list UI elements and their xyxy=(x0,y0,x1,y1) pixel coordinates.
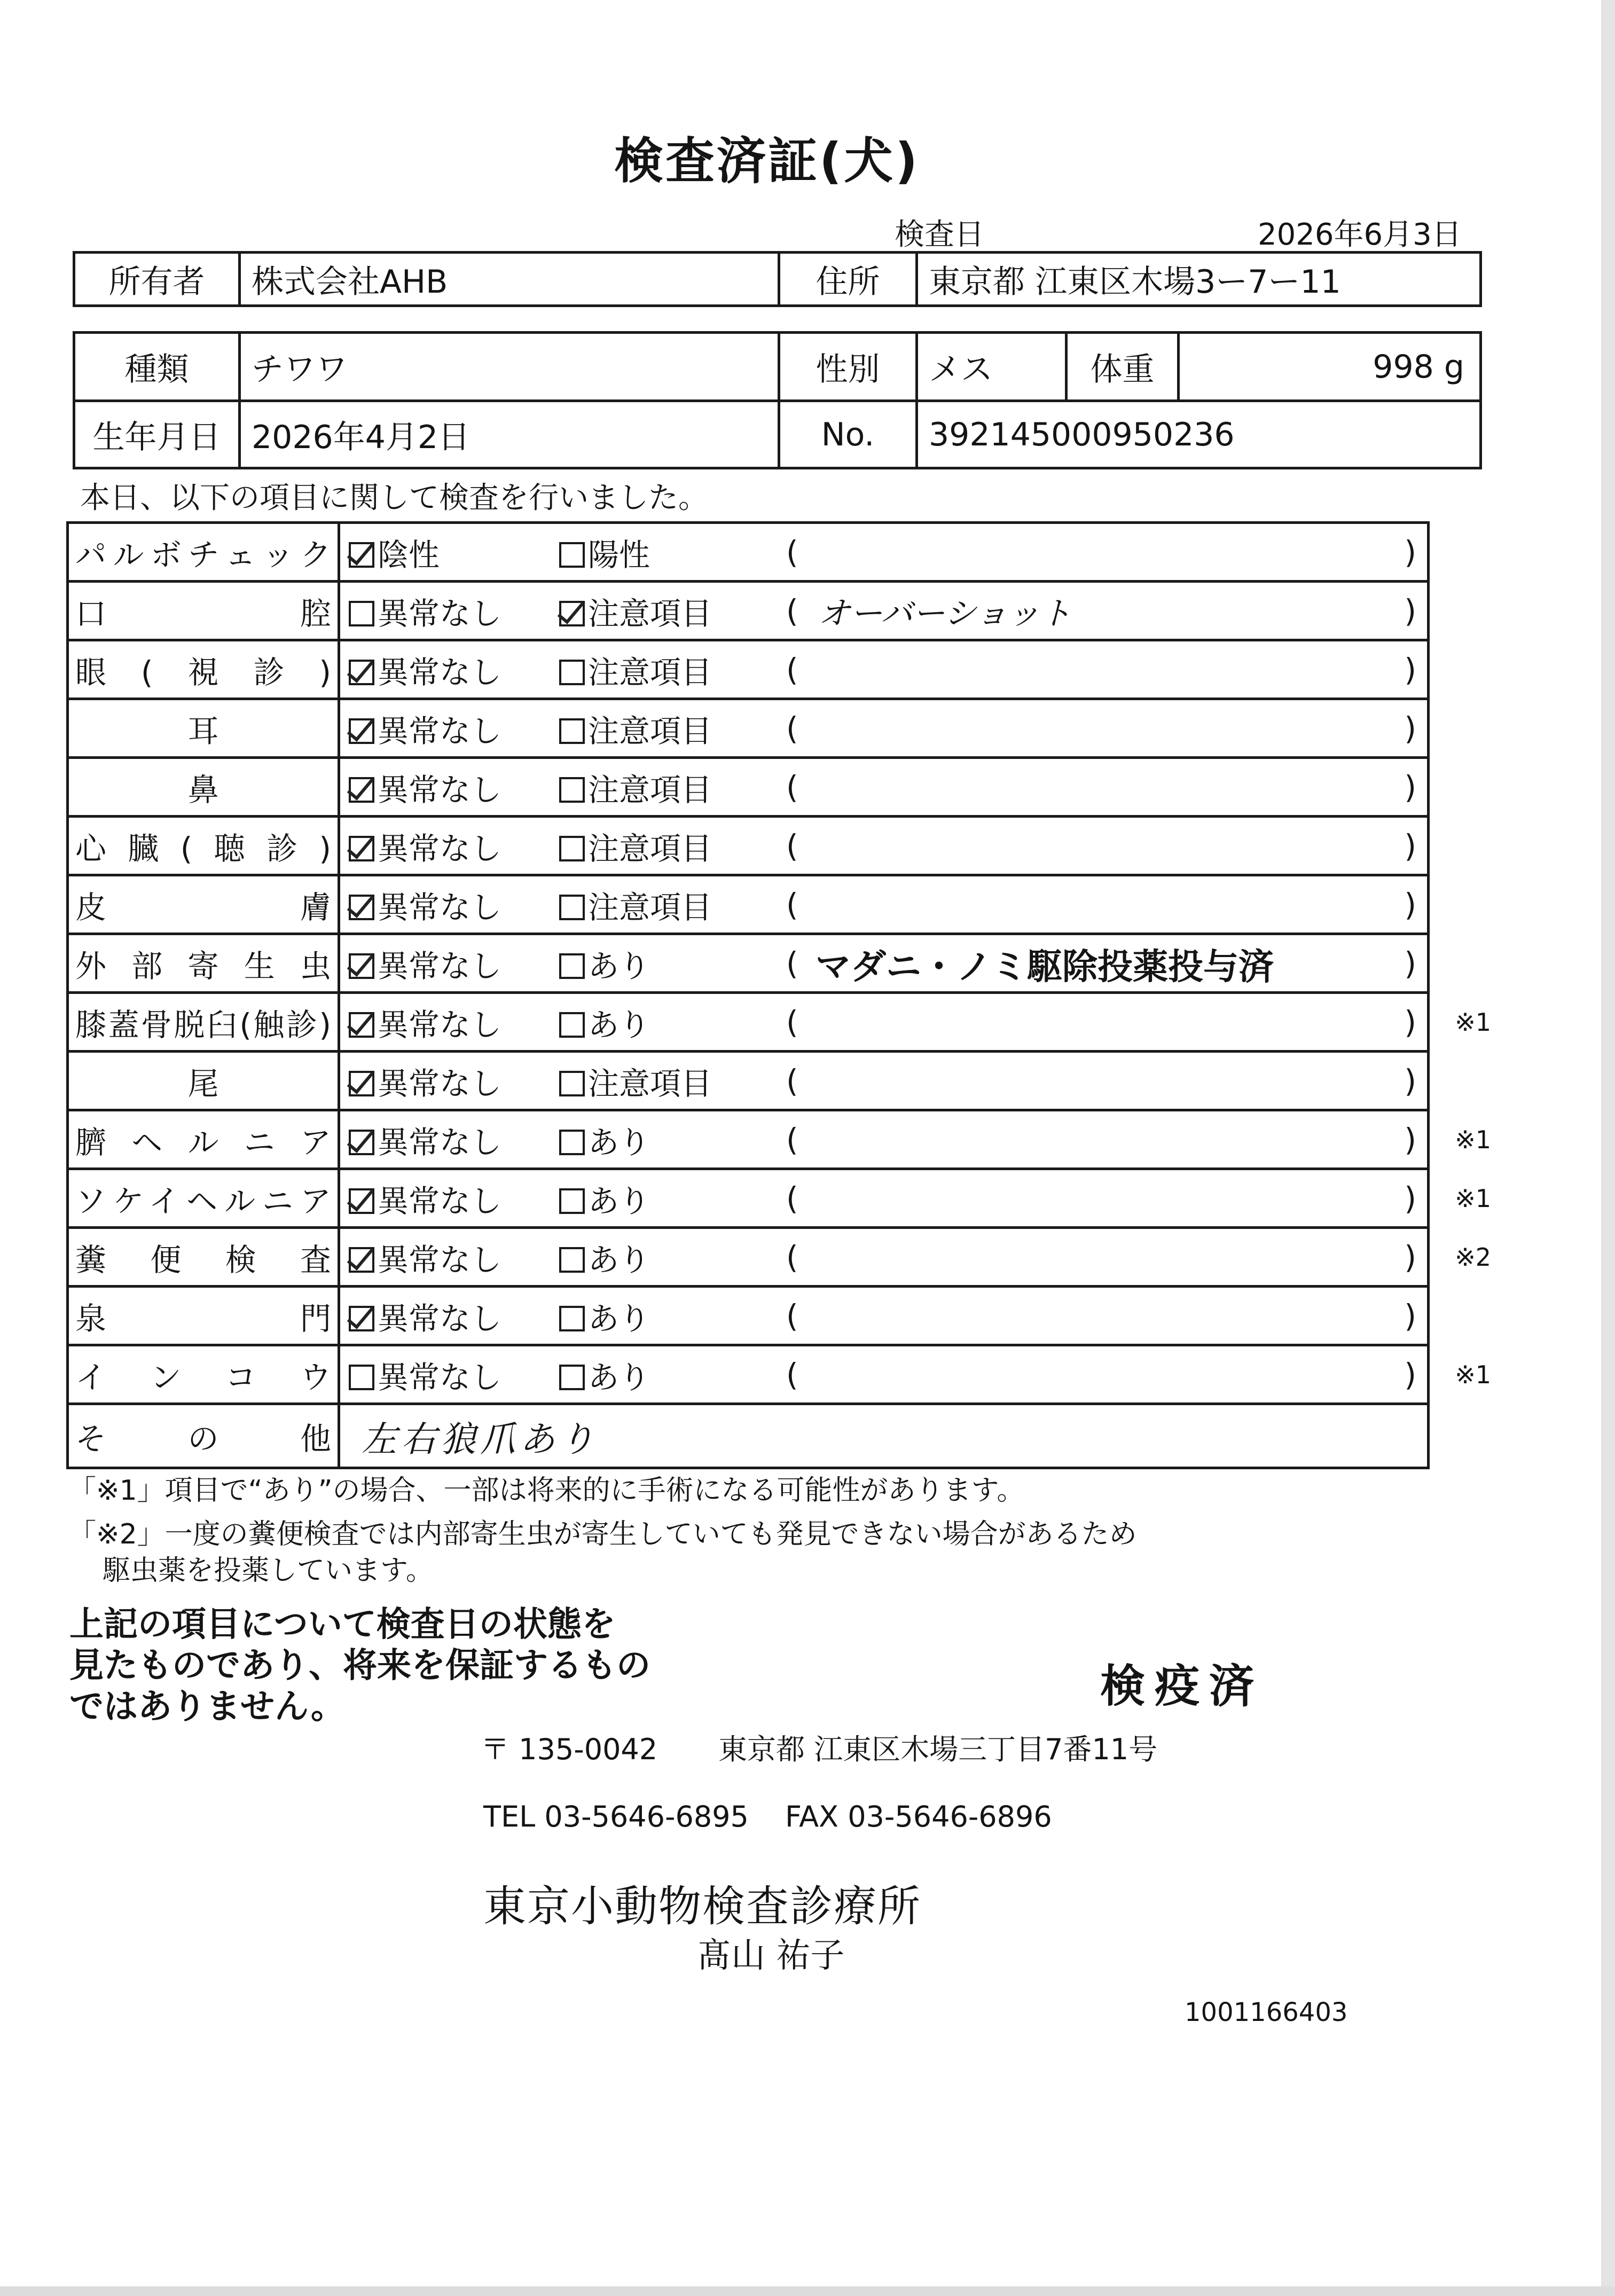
note-close-paren: ) xyxy=(1404,945,1416,982)
option-label: 注意項目 xyxy=(588,654,712,691)
option-label: あり xyxy=(588,947,650,984)
item-label-cell xyxy=(68,523,339,582)
inspection-row xyxy=(68,1287,1429,1345)
weight-value: 998 xyxy=(1373,348,1434,386)
option-checkbox[interactable] xyxy=(349,1294,501,1338)
option-checkbox[interactable] xyxy=(559,1294,650,1338)
checked-box-icon xyxy=(349,660,374,685)
item-label: インコウ xyxy=(75,1359,331,1396)
note-open-paren: ( xyxy=(786,1356,798,1393)
inspection-row xyxy=(68,1052,1429,1110)
option-label: 異常なし xyxy=(378,1241,502,1278)
address-label: 住所 xyxy=(779,253,917,306)
note-open-paren: ( xyxy=(786,827,798,864)
inspection-row xyxy=(68,758,1429,817)
option-label: 注意項目 xyxy=(588,712,712,749)
note-close-paren: ) xyxy=(1404,592,1416,629)
footnote-mark: ※1 xyxy=(1455,1360,1491,1389)
inspection-row xyxy=(68,640,1429,699)
note-open-paren: ( xyxy=(786,592,798,629)
serial-number: 1001166403 xyxy=(1185,1997,1348,2027)
item-label-cell xyxy=(68,1228,339,1287)
option-label: 異常なし xyxy=(378,889,502,926)
option-checkbox[interactable] xyxy=(559,1176,650,1221)
item-label-cell xyxy=(68,699,339,758)
option-label: 異常なし xyxy=(378,1182,502,1219)
clinic-fax: FAX 03-5646-6896 xyxy=(785,1800,1052,1833)
item-result-cell xyxy=(339,875,1429,934)
checked-box-icon xyxy=(349,1188,374,1214)
other-value: 左右狼爪あり xyxy=(362,1419,599,1460)
item-note: マダニ・ノミ駆除投薬投与済 xyxy=(816,946,1274,987)
footnote-mark: ※1 xyxy=(1455,1125,1491,1154)
empty-box-icon xyxy=(559,542,585,568)
item-label-cell xyxy=(68,934,339,993)
footnote-mark: ※1 xyxy=(1455,1184,1491,1213)
option-label: 異常なし xyxy=(378,1124,502,1161)
inspection-row xyxy=(68,993,1429,1052)
item-result-cell xyxy=(339,1169,1491,1228)
empty-box-icon xyxy=(559,895,585,920)
address-value: 東京都 江東区木場3ー7ー11 xyxy=(917,253,1481,306)
clinic-postal: 〒 135-0042 xyxy=(481,1733,658,1766)
disclaimer-line-1: 上記の項目について検査日の状態を xyxy=(69,1605,616,1644)
note-close-paren: ) xyxy=(1404,827,1416,864)
option-label: あり xyxy=(588,1300,650,1337)
note-close-paren: ) xyxy=(1404,769,1416,805)
option-label: 異常なし xyxy=(378,830,502,867)
option-checkbox[interactable] xyxy=(349,647,501,692)
option-label: 異常なし xyxy=(378,595,502,632)
option-label: 異常なし xyxy=(378,947,502,984)
item-label-cell xyxy=(68,1169,339,1228)
option-checkbox[interactable] xyxy=(559,1000,650,1045)
empty-box-icon xyxy=(559,1130,585,1155)
empty-box-icon xyxy=(349,601,374,626)
item-label: 眼(視診) xyxy=(75,654,331,691)
inspection-row xyxy=(68,582,1429,640)
weight-label: 体重 xyxy=(1067,333,1179,401)
inspection-row xyxy=(68,1345,1429,1404)
scan-bottom xyxy=(0,2286,1615,2296)
owner-table xyxy=(73,251,1482,307)
option-label: 異常なし xyxy=(378,1065,502,1102)
option-checkbox[interactable] xyxy=(559,1235,650,1280)
option-checkbox[interactable] xyxy=(349,530,440,575)
checked-box-icon xyxy=(559,601,585,626)
weight-unit: g xyxy=(1444,348,1464,386)
empty-box-icon xyxy=(559,718,585,744)
option-label: 陰性 xyxy=(378,536,440,573)
item-label: 口腔 xyxy=(75,595,331,632)
item-label-cell xyxy=(68,875,339,934)
inspection-row xyxy=(68,875,1429,934)
option-checkbox[interactable] xyxy=(559,647,712,692)
empty-box-icon xyxy=(559,660,585,685)
option-label: 異常なし xyxy=(378,1300,502,1337)
option-label: あり xyxy=(588,1124,650,1161)
dob-label: 生年月日 xyxy=(74,401,240,468)
animal-table xyxy=(73,331,1482,469)
item-note: オーバーショット xyxy=(818,594,1072,632)
option-checkbox[interactable] xyxy=(559,1059,712,1103)
empty-box-icon xyxy=(559,1247,585,1273)
document-title: 検査済証(犬) xyxy=(614,132,920,190)
checked-box-icon xyxy=(349,1071,374,1096)
option-checkbox[interactable] xyxy=(349,1235,501,1280)
item-label-cell xyxy=(68,1110,339,1169)
sex-label: 性別 xyxy=(779,333,917,401)
note-close-paren: ) xyxy=(1404,534,1416,570)
item-label-cell xyxy=(68,1287,339,1345)
item-label-cell xyxy=(68,817,339,875)
checked-box-icon xyxy=(349,895,374,920)
option-checkbox[interactable] xyxy=(349,589,501,633)
disclaimer-line-3: ではありません。 xyxy=(69,1687,345,1727)
option-checkbox[interactable] xyxy=(349,1000,501,1045)
checked-box-icon xyxy=(349,1306,374,1331)
inspection-row xyxy=(68,523,1429,582)
inspection-row xyxy=(68,699,1429,758)
item-label-cell xyxy=(68,1345,339,1404)
option-checkbox[interactable] xyxy=(559,706,712,751)
option-label: 異常なし xyxy=(378,712,502,749)
option-label: 異常なし xyxy=(378,771,502,808)
inspection-row xyxy=(68,934,1429,993)
clinic-address: 東京都 江東区木場三丁目7番11号 xyxy=(718,1733,1158,1766)
item-result-cell xyxy=(339,934,1429,993)
option-label: 注意項目 xyxy=(588,830,712,867)
option-checkbox[interactable] xyxy=(559,1117,650,1162)
quarantine-stamp: 検疫済 xyxy=(1100,1660,1264,1712)
inspection-date-label: 検査日 xyxy=(895,217,984,252)
note-open-paren: ( xyxy=(786,534,798,570)
item-label-cell xyxy=(68,758,339,817)
item-result-cell xyxy=(339,817,1429,875)
item-result-cell xyxy=(339,1110,1491,1169)
item-label: 耳 xyxy=(187,712,219,749)
option-checkbox[interactable] xyxy=(559,824,712,868)
breed-value: チワワ xyxy=(240,333,779,401)
item-result-cell xyxy=(339,1287,1429,1345)
note-close-paren: ) xyxy=(1404,651,1416,688)
option-checkbox[interactable] xyxy=(559,530,650,575)
option-checkbox[interactable] xyxy=(559,765,712,810)
option-checkbox[interactable] xyxy=(349,824,501,868)
other-label-cell xyxy=(68,1404,339,1468)
option-label: 異常なし xyxy=(378,1006,502,1043)
option-label: 注意項目 xyxy=(588,1065,712,1102)
note-open-paren: ( xyxy=(786,1121,798,1158)
inspection-grid xyxy=(66,521,1491,1469)
note-close-paren: ) xyxy=(1404,1004,1416,1040)
option-label: あり xyxy=(588,1006,650,1043)
intro-text: 本日、以下の項目に関して検査を行いました。 xyxy=(80,481,708,515)
note-open-paren: ( xyxy=(786,1004,798,1040)
option-label: 陽性 xyxy=(588,536,650,573)
option-label: あり xyxy=(588,1359,650,1396)
footnote-1: 「※1」項目で“あり”の場合、一部は将来的に手術になる可能性があります。 xyxy=(68,1475,1025,1507)
item-label: 糞便検査 xyxy=(75,1241,331,1278)
checked-box-icon xyxy=(349,836,374,861)
option-label: 注意項目 xyxy=(588,771,712,808)
other-row xyxy=(68,1404,1429,1468)
note-open-paren: ( xyxy=(786,1180,798,1217)
empty-box-icon xyxy=(559,1306,585,1331)
option-label: 注意項目 xyxy=(588,889,712,926)
checked-box-icon xyxy=(349,953,374,979)
empty-box-icon xyxy=(559,836,585,861)
owner-label: 所有者 xyxy=(74,253,240,306)
option-checkbox[interactable] xyxy=(349,882,501,927)
empty-box-icon xyxy=(559,1365,585,1390)
no-value: 392145000950236 xyxy=(917,401,1481,468)
item-result-cell xyxy=(339,758,1429,817)
option-label: あり xyxy=(588,1182,650,1219)
option-checkbox[interactable] xyxy=(559,941,650,986)
option-label: あり xyxy=(588,1241,650,1278)
empty-box-icon xyxy=(559,1071,585,1096)
note-close-paren: ) xyxy=(1404,1180,1416,1217)
option-checkbox[interactable] xyxy=(349,1117,501,1162)
option-checkbox[interactable] xyxy=(559,882,712,927)
note-open-paren: ( xyxy=(786,1297,798,1334)
other-label: その他 xyxy=(75,1420,331,1457)
inspection-row xyxy=(68,1110,1429,1169)
note-open-paren: ( xyxy=(786,769,798,805)
item-label: 泉門 xyxy=(75,1300,331,1337)
item-label: ソケイヘルニア xyxy=(75,1182,331,1219)
option-checkbox[interactable] xyxy=(349,1352,501,1397)
footnote-2-line-2: 駆虫薬を投薬しています。 xyxy=(103,1555,434,1587)
checked-box-icon xyxy=(349,777,374,803)
option-checkbox[interactable] xyxy=(349,706,501,751)
item-result-cell xyxy=(339,523,1429,582)
sex-value: メス xyxy=(917,333,1067,401)
inspection-row xyxy=(68,1169,1429,1228)
item-result-cell xyxy=(339,699,1429,758)
option-checkbox[interactable] xyxy=(559,589,712,633)
note-close-paren: ) xyxy=(1404,1121,1416,1158)
item-label-cell xyxy=(68,993,339,1052)
option-label: 異常なし xyxy=(378,654,502,691)
item-result-cell xyxy=(339,1228,1491,1287)
note-open-paren: ( xyxy=(786,710,798,747)
note-close-paren: ) xyxy=(1404,1239,1416,1275)
breed-label: 種類 xyxy=(74,333,240,401)
note-open-paren: ( xyxy=(786,945,798,982)
scan-edge xyxy=(1601,0,1615,2296)
clinic-tel: TEL 03-5646-6895 xyxy=(483,1800,749,1833)
note-close-paren: ) xyxy=(1404,710,1416,747)
item-label: パルボチェック xyxy=(75,536,331,573)
inspection-row xyxy=(68,817,1429,875)
item-label-cell xyxy=(68,640,339,699)
note-open-paren: ( xyxy=(786,1239,798,1275)
option-checkbox[interactable] xyxy=(349,765,501,810)
empty-box-icon xyxy=(349,1365,374,1390)
item-label: 尾 xyxy=(187,1065,219,1102)
item-label: 鼻 xyxy=(187,771,219,808)
inspection-row xyxy=(68,1228,1429,1287)
checked-box-icon xyxy=(349,718,374,744)
option-checkbox[interactable] xyxy=(349,941,501,986)
checked-box-icon xyxy=(349,1130,374,1155)
note-open-paren: ( xyxy=(786,886,798,923)
empty-box-icon xyxy=(559,1012,585,1038)
checked-box-icon xyxy=(349,1012,374,1038)
item-label: 心臓(聴診) xyxy=(75,830,331,867)
note-close-paren: ) xyxy=(1404,1062,1416,1099)
option-label: 異常なし xyxy=(378,1359,502,1396)
option-checkbox[interactable] xyxy=(349,1176,501,1221)
clinic-name: 東京小動物検査診療所 xyxy=(483,1882,921,1931)
no-label: No. xyxy=(779,401,917,468)
note-close-paren: ) xyxy=(1404,1297,1416,1334)
item-label: 皮膚 xyxy=(75,889,331,926)
footnote-mark: ※1 xyxy=(1455,1007,1491,1037)
item-label: 外部寄生虫 xyxy=(75,947,331,984)
owner-value: 株式会社AHB xyxy=(240,253,779,306)
empty-box-icon xyxy=(559,953,585,979)
item-result-cell xyxy=(339,1052,1429,1110)
option-checkbox[interactable] xyxy=(349,1059,501,1103)
vet-name: 髙山 祐子 xyxy=(697,1936,845,1976)
item-result-cell xyxy=(339,640,1429,699)
note-close-paren: ) xyxy=(1404,886,1416,923)
item-label: 臍ヘルニア xyxy=(75,1124,331,1161)
note-open-paren: ( xyxy=(786,651,798,688)
item-label: 膝蓋骨脱臼(触診) xyxy=(75,1006,331,1043)
item-result-cell xyxy=(339,1345,1491,1404)
option-checkbox[interactable] xyxy=(559,1352,650,1397)
item-result-cell xyxy=(339,993,1491,1052)
item-result-cell xyxy=(339,582,1429,640)
item-label-cell xyxy=(68,1052,339,1110)
footnote-mark: ※2 xyxy=(1455,1242,1491,1272)
option-label: 注意項目 xyxy=(588,595,712,632)
disclaimer-line-2: 見たものであり、将来を保証するもの xyxy=(69,1646,650,1686)
note-close-paren: ) xyxy=(1404,1356,1416,1393)
note-open-paren: ( xyxy=(786,1062,798,1099)
empty-box-icon xyxy=(559,777,585,803)
footnote-2-line-1: 「※2」一度の糞便検査では内部寄生虫が寄生していても発見できない場合があるため xyxy=(68,1518,1137,1550)
empty-box-icon xyxy=(559,1188,585,1214)
checked-box-icon xyxy=(349,1247,374,1273)
checked-box-icon xyxy=(349,542,374,568)
weight-cell xyxy=(1179,333,1481,401)
inspection-date-value: 2026年6月3日 xyxy=(1258,217,1462,252)
other-value-cell xyxy=(339,1404,1429,1468)
item-label-cell xyxy=(68,582,339,640)
dob-value: 2026年4月2日 xyxy=(240,401,779,468)
